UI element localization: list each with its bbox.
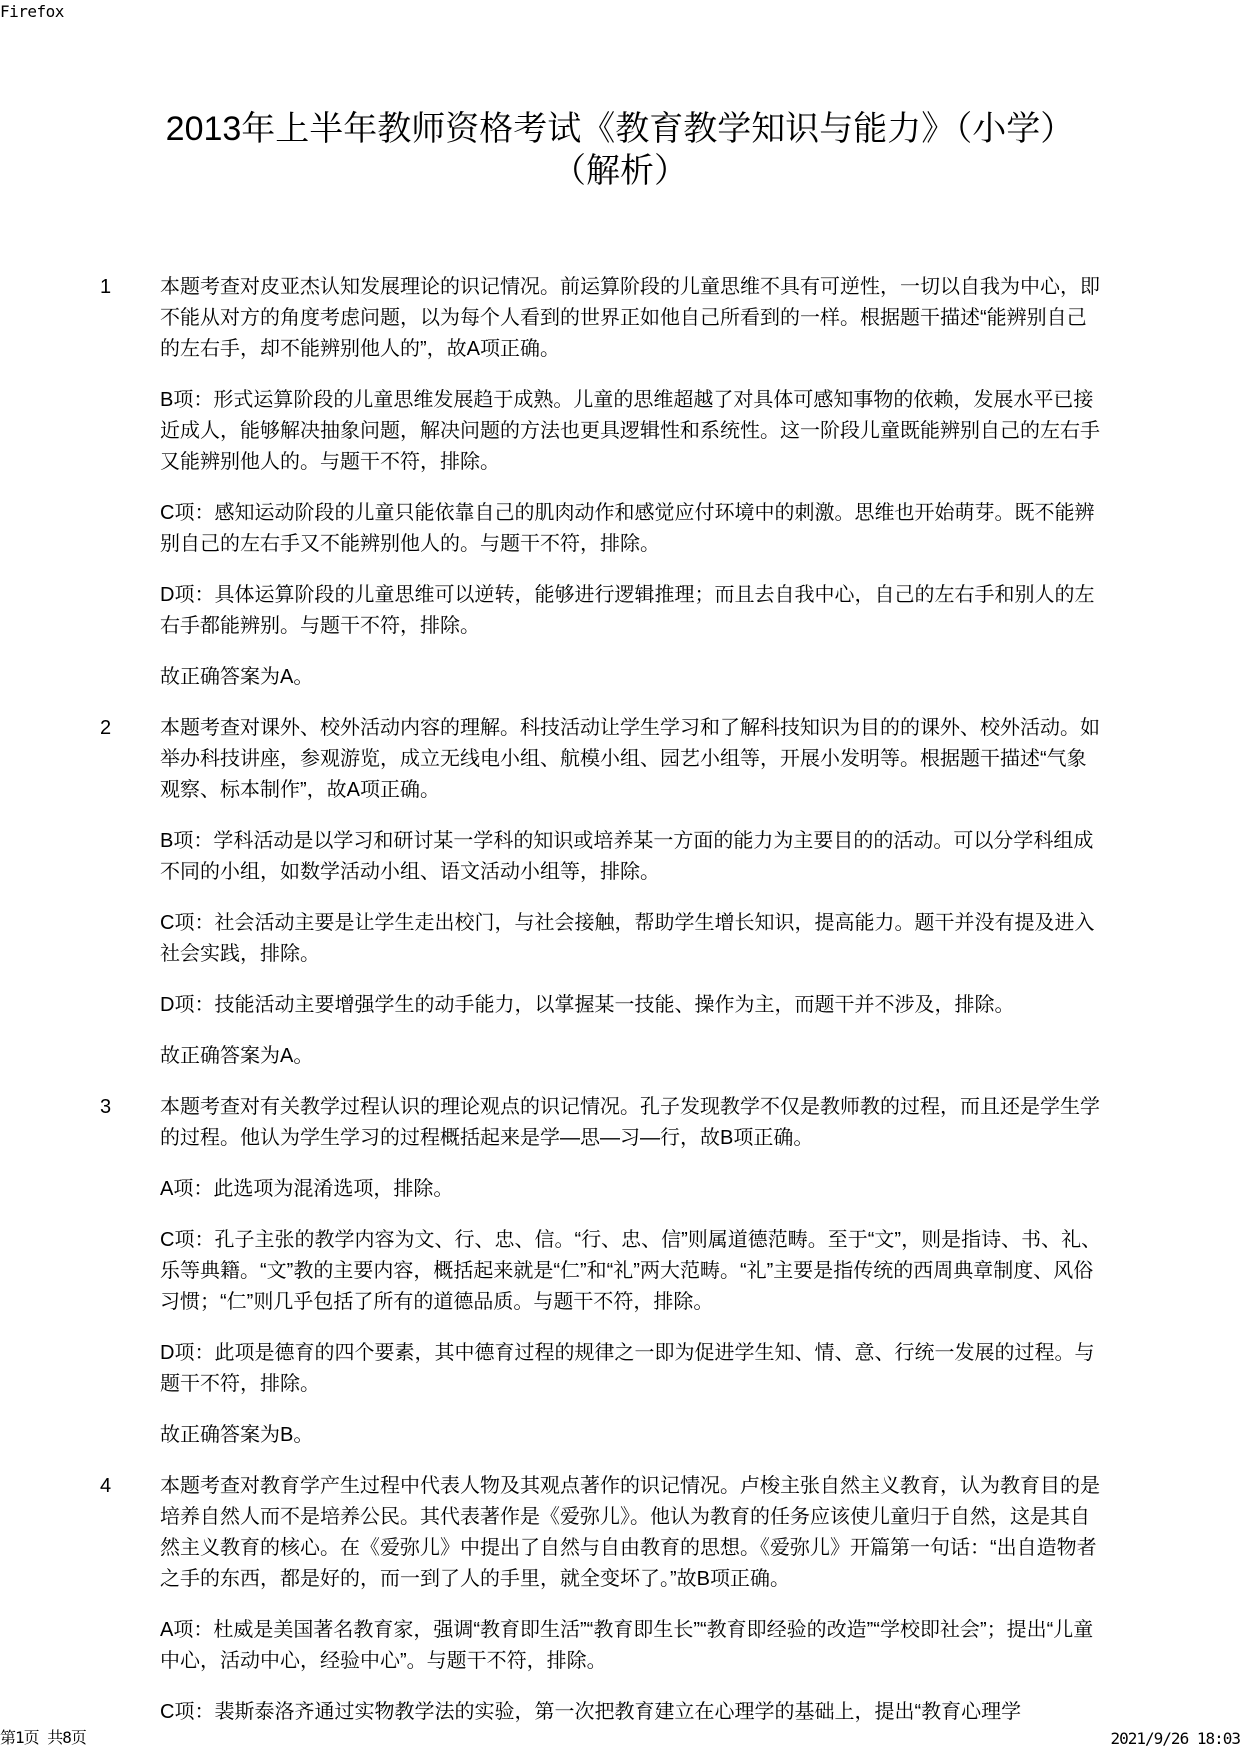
option-c-analysis: C项：孔子主张的教学内容为文、行、忠、信。“行、忠、信”则属道德范畴。至于“文”，则是指诗、书、礼、乐等典籍。“文”教的主要内容，概括起来就是“仁”和“礼”两大范畴。“礼”主要是指传统的西周典章制度、风俗习惯；“仁”则几乎包括了所有的道德品质。与题干不符，排除。 <box>160 1229 1102 1313</box>
question-analysis: 本题考查对教育学产生过程中代表人物及其观点著作的识记情况。卢梭主张自然主义教育，认为教育目的是培养自然人而不是培养公民。其代表著作是《爱弥儿》。他认为教育的任务应该使儿童归于自然，这是其自然主义教育的核心。在《爱弥儿》中提出了自然与自由教育的思想。《爱弥儿》开篇第一句话：“出自造物者之手的东西，都是好的，而一到了人的手里，就全变坏了。”故B项正确。 <box>160 1475 1100 1590</box>
question-number: 3 <box>100 1096 112 1118</box>
correct-answer: 故正确答案为A。 <box>160 1045 314 1067</box>
question-item <box>0 713 1240 1072</box>
option-a-analysis: A项：此选项为混淆选项，排除。 <box>160 1178 454 1200</box>
option-d-analysis: D项：此项是德育的四个要素，其中德育过程的规律之一即为促进学生知、情、意、行统一发展的过程。与题干不符，排除。 <box>160 1342 1095 1395</box>
question-item <box>0 272 1240 693</box>
option-b-analysis: B项：形式运算阶段的儿童思维发展趋于成熟。儿童的思维超越了对具体可感知事物的依赖，发展水平已接近成人，能够解决抽象问题，解决问题的方法也更具逻辑性和系统性。这一阶段儿童既能辨别自己的左右手又能辨别他人的。与题干不符，排除。 <box>160 389 1100 473</box>
document-title <box>60 108 1180 192</box>
option-a-analysis: A项：杜威是美国著名教育家，强调“教育即生活”“教育即生长”“教育即经验的改造”“学校即社会”；提出“儿童中心，活动中心，经验中心”。与题干不符，排除。 <box>160 1619 1094 1672</box>
question-item <box>0 1092 1240 1451</box>
question-analysis: 本题考查对课外、校外活动内容的理解。科技活动让学生学习和了解科技知识为目的的课外、校外活动。如举办科技讲座，参观游览，成立无线电小组、航模小组、园艺小组等，开展小发明等。根据题干描述“气象观察、标本制作”，故A项正确。 <box>160 717 1100 801</box>
correct-answer: 故正确答案为A。 <box>160 666 314 688</box>
document-title-line1: 2013年上半年教师资格考试《教育教学知识与能力》（小学） <box>165 110 1075 148</box>
question-analysis: 本题考查对有关教学过程认识的理论观点的识记情况。孔子发现教学不仅是教师教的过程，而且还是学生学的过程。他认为学生学习的过程概括起来是学—思—习—行，故B项正确。 <box>160 1096 1100 1149</box>
question-number: 2 <box>100 717 112 739</box>
correct-answer: 故正确答案为B。 <box>160 1424 314 1446</box>
question-analysis: 本题考查对皮亚杰认知发展理论的识记情况。前运算阶段的儿童思维不具有可逆性，一切以自我为中心，即不能从对方的角度考虑问题，以为每个人看到的世界正如他自己所看到的一样。根据题干描述“能辨别自己的左右手，却不能辨别他人的”，故A项正确。 <box>160 276 1100 360</box>
option-b-analysis: B项：学科活动是以学习和研讨某一学科的知识或培养某一方面的能力为主要目的的活动。可以分学科组成不同的小组，如数学活动小组、语文活动小组等，排除。 <box>160 830 1094 883</box>
option-d-analysis: D项：具体运算阶段的儿童思维可以逆转，能够进行逻辑推理；而且去自我中心，自己的左右手和别人的左右手都能辨别。与题干不符，排除。 <box>160 584 1095 637</box>
browser-app-label: Firefox <box>0 2 64 21</box>
option-c-analysis: C项：感知运动阶段的儿童只能依靠自己的肌肉动作和感觉应付环境中的刺激。思维也开始萌芽。既不能辨别自己的左右手又不能辨别他人的。与题干不符，排除。 <box>160 502 1095 555</box>
question-item <box>0 1471 1240 1728</box>
document-title-line2: （解析） <box>552 152 688 190</box>
document-body <box>0 252 1240 1743</box>
question-number: 1 <box>100 276 112 298</box>
print-timestamp: 2021/9/26 18:03 <box>1110 1729 1240 1748</box>
option-c-analysis: C项：社会活动主要是让学生走出校门，与社会接触，帮助学生增长知识，提高能力。题干并没有提及进入社会实践，排除。 <box>160 912 1095 965</box>
question-number: 4 <box>100 1475 112 1497</box>
option-d-analysis: D项：技能活动主要增强学生的动手能力，以掌握某一技能、操作为主，而题干并不涉及，排除。 <box>160 994 1015 1016</box>
page-indicator: 第1页 共8页 <box>0 1728 86 1747</box>
option-c-analysis: C项：裴斯泰洛齐通过实物教学法的实验，第一次把教育建立在心理学的基础上，提出“教育心理学 <box>160 1701 1022 1723</box>
